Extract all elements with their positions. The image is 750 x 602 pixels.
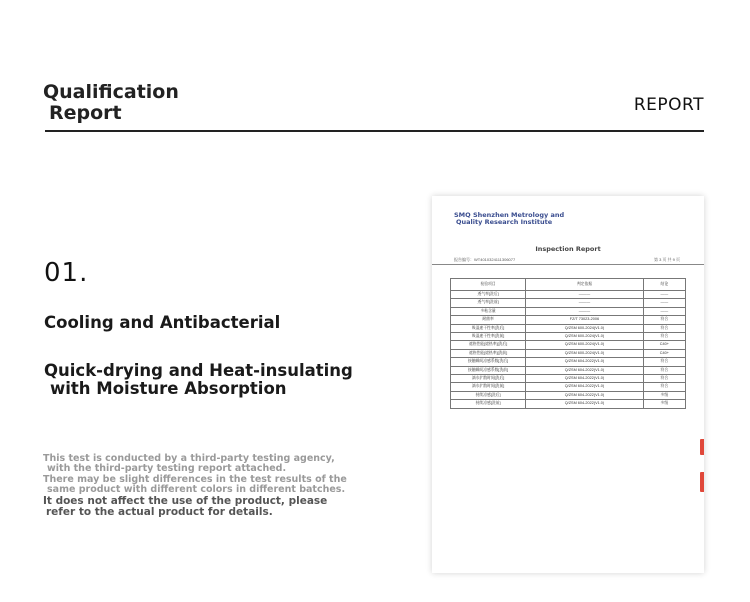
table-cell: 持续凉感[洗前] [451,400,526,408]
stamp-mark [700,472,704,492]
title-line-2: Report [49,102,122,124]
note-line: refer to the actual product for details. [46,506,273,518]
table-header-row [451,279,686,291]
table-cell: ——— [526,307,644,315]
table-row [451,324,686,332]
report-title: Inspection Report [535,245,601,253]
header-divider [45,130,704,132]
note-line: This test is conducted by a third-party testing agency, [43,453,335,464]
table-cell: 符合 [643,375,685,383]
table-cell: 透气率[洗前] [451,299,526,307]
table-row [451,358,686,366]
column-header: 检验项目 [451,279,526,291]
table-cell: 接触瞬间凉感系数[洗前] [451,366,526,374]
section-number: 01. [44,258,89,288]
note-actual-product [43,496,347,518]
inspection-report-image [432,196,704,573]
note-line: There may be slight differences in the test results of the [43,474,347,485]
table-cell: Q/ZSM 600-2024(V1.0) [526,324,644,332]
table-row [451,383,686,391]
table-cell: 持续凉感[洗后] [451,391,526,399]
table-row [451,341,686,349]
table-cell: 符合 [643,366,685,374]
table-row [451,307,686,315]
table-cell: Q/ZSM 604-2022(V1.0) [526,366,644,374]
table-row [451,349,686,357]
note-line: same product with different colors in different batches. [47,484,346,495]
table-cell: C40+ [643,341,685,349]
table-row [451,333,686,341]
table-cell: Q/ZSM 604-2022(V1.0) [526,358,644,366]
table-cell: 符合 [643,333,685,341]
table-cell: Q/ZSM 600-2024(V1.0) [526,349,644,357]
note-differences [43,475,347,495]
table-row [451,391,686,399]
table-cell: ——— [526,291,644,299]
table-cell: 遮热性能[遮热率][洗前] [451,349,526,357]
table-cell: —— [643,299,685,307]
table-cell: 符合 [643,324,685,332]
table-cell: 符合 [643,383,685,391]
table-cell: C40+ [643,349,685,357]
table-cell: 吸湿速干性率[洗前] [451,333,526,341]
column-header: 结论 [643,279,685,291]
table-row [451,316,686,324]
stamp-mark [700,439,704,455]
note-line: It does not affect the use of the product, please [43,495,328,507]
feature-quick-drying [44,362,353,398]
title-line-1: Qualification [43,81,179,103]
table-cell: 透气率[洗后] [451,291,526,299]
disclaimer-notes [43,454,347,519]
table-cell: Q/ZSM 604-2022(V1.0) [526,383,644,391]
table-cell: —— [643,307,685,315]
table-cell: 接触瞬间凉感系数[洗后] [451,358,526,366]
page-title [43,82,179,124]
table-cell: 吸湿速干性率[洗后] [451,324,526,332]
table-cell: 符合 [643,316,685,324]
note-third-party [43,454,347,474]
feature-cooling: Cooling and Antibacterial [44,313,281,332]
report-divider [432,264,704,265]
report-number: 报告编号：WT4010324111306077 [454,257,516,262]
table-cell: 符合 [643,358,685,366]
header-right-label: REPORT [633,95,704,115]
feature-quick-drying-line-1: Quick-drying and Heat-insulating [44,361,353,380]
table-row [451,299,686,307]
note-line: with the third-party testing report attached. [47,463,287,474]
table-cell: Q/ZSM 604-2022(V1.0) [526,400,644,408]
report-page: 第 3 页 共 9 页 [653,257,680,262]
table-cell: 耐菌率 [451,316,526,324]
table-cell: 遮热性能[遮热率][洗后] [451,341,526,349]
table-cell: 多级 [643,391,685,399]
table-row [451,400,686,408]
feature-quick-drying-line-2: with Moisture Absorption [50,379,287,398]
table-cell: 多粘含量 [451,307,526,315]
table-cell: 滴水扩散时间[洗后] [451,375,526,383]
column-header: 判定依据 [526,279,644,291]
table-cell: Q/ZSM 600-2024(V1.0) [526,333,644,341]
table-cell: —— [643,291,685,299]
table-row [451,375,686,383]
table-cell: Q/ZSM 604-2022(V1.0) [526,375,644,383]
org-line-2: Quality Research Institute [456,218,553,226]
table-cell: Q/ZSM 600-2024(V1.0) [526,341,644,349]
table-cell: 多级 [643,400,685,408]
table-cell: FZ/T 73023-2006 [526,316,644,324]
org-line-1: SMQ Shenzhen Metrology and [454,211,565,219]
report-table [450,278,686,409]
table-cell: ——— [526,299,644,307]
table-row [451,366,686,374]
table-row [451,291,686,299]
report-organization [454,212,564,226]
table-cell: 滴水扩散时间[洗前] [451,383,526,391]
table-cell: Q/ZSM 604-2022(V1.0) [526,391,644,399]
